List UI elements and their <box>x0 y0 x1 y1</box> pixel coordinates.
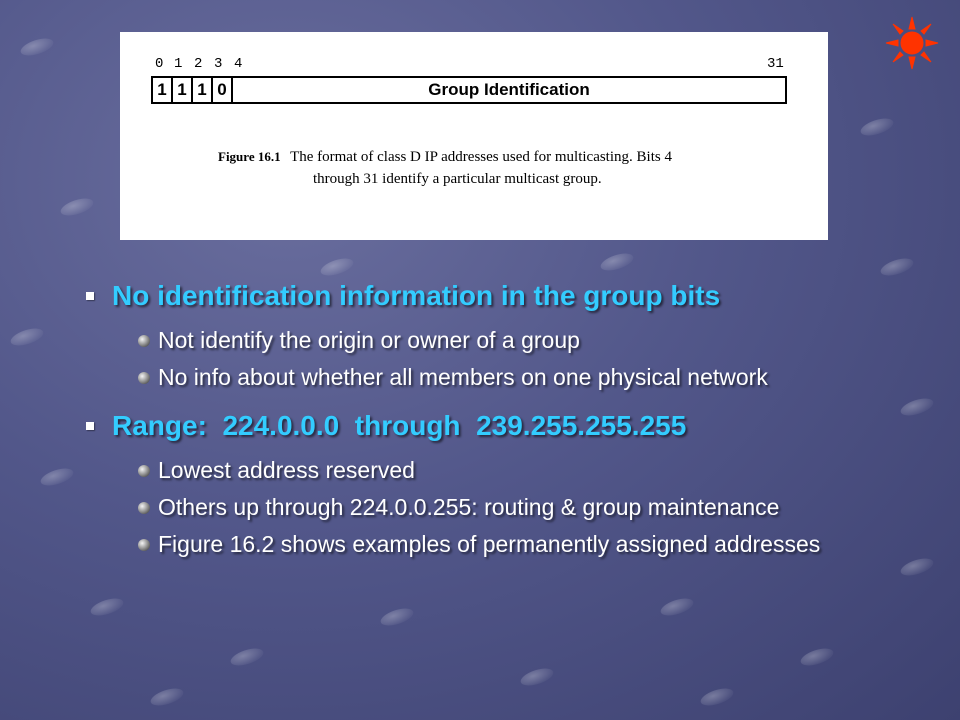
sun-icon <box>885 16 939 70</box>
bullet-group <box>86 410 946 563</box>
square-bullet-icon <box>86 422 94 430</box>
sphere-bullet-icon <box>138 539 150 551</box>
figure-caption <box>218 146 778 190</box>
sub-bullet-item <box>138 452 946 489</box>
sphere-bullet-icon <box>138 335 150 347</box>
address-format-row <box>151 76 787 104</box>
caption-line-1: The format of class D IP addresses used for multicasting. Bits 4 <box>290 149 672 165</box>
bit-cell: 1 <box>173 78 193 102</box>
bit-label: 1 <box>174 56 183 72</box>
sub-bullet-text: Lowest address reserved <box>158 457 415 483</box>
sub-bullet-item <box>138 526 946 563</box>
bullet-text: No identification information in the group bits <box>112 280 721 311</box>
sub-bullet-text: Not identify the origin or owner of a group <box>158 327 580 353</box>
sphere-bullet-icon <box>138 372 150 384</box>
sphere-bullet-icon <box>138 502 150 514</box>
sub-bullet-text: Others up through 224.0.0.255: routing & group maintenance <box>158 494 780 520</box>
sub-bullet-text: Figure 16.2 shows examples of permanently assigned addresses <box>158 531 821 557</box>
bit-label: 2 <box>194 56 203 72</box>
sub-bullet-text: No info about whether all members on one physical network <box>158 364 768 390</box>
sub-bullet-item <box>138 359 946 396</box>
bullet-item <box>86 410 946 442</box>
bullet-item <box>86 280 946 312</box>
bit-label: 0 <box>155 56 164 72</box>
bit-cell: 0 <box>213 78 233 102</box>
bit-position-labels <box>120 56 828 72</box>
square-bullet-icon <box>86 292 94 300</box>
figure-16-1 <box>120 32 828 240</box>
bullet-group <box>86 280 946 396</box>
sphere-bullet-icon <box>138 465 150 477</box>
bit-label: 31 <box>767 56 784 72</box>
caption-line-2: through 31 identify a particular multicast group. <box>313 171 602 187</box>
bit-label: 4 <box>234 56 243 72</box>
group-identification-field: Group Identification <box>428 80 590 99</box>
bit-cell: 1 <box>153 78 173 102</box>
bit-label: 3 <box>214 56 223 72</box>
caption-label: Figure 16.1 <box>218 149 281 164</box>
bullet-text: Range: 224.0.0.0 through 239.255.255.255 <box>112 410 687 441</box>
sub-bullet-item <box>138 322 946 359</box>
sub-bullet-item <box>138 489 946 526</box>
bullet-list <box>86 280 946 577</box>
bit-cell: 1 <box>193 78 213 102</box>
